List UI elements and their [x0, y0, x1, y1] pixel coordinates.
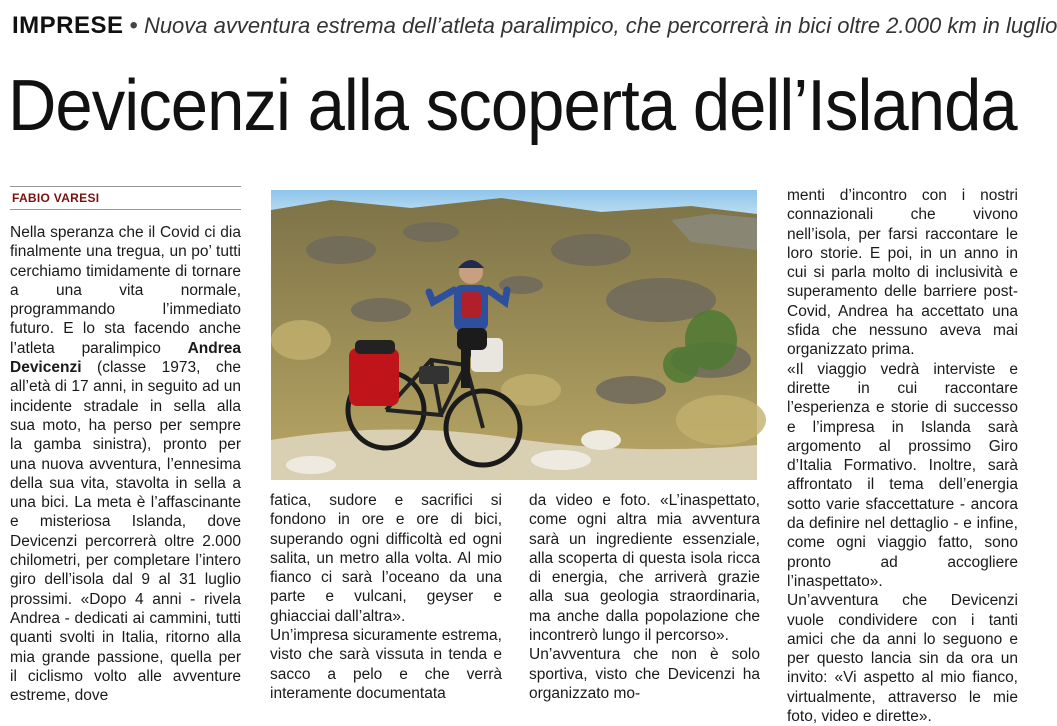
byline: FABIO VARESI	[12, 191, 100, 205]
article-column-4	[787, 186, 1018, 726]
byline-box	[10, 186, 241, 210]
kicker-separator: •	[129, 12, 138, 39]
col1-text-a: Nella speranza che il Covid ci dia finalmente una tregua, un po’ tutti cerchiamo timidamente di tornare a una vita normale, programmando l’immediato futuro. E lo sta facendo anche l’atleta paralimpico	[10, 224, 241, 357]
col1-text-b: (classe 1973, che all’età di 17 anni, in seguito ad un incidente stradale in sella alla sua moto, ha perso per sempre la gamba sinistra), pronto per una nuova avventura, l’ennesima della sua vita, stavolta in sella a una bici. La meta è l’affascinante e misteriosa Islanda, dove Devicenzi percorrerà oltre 2.000 chilometri, per completare l’intero giro dell’isola dal 9 al 31 luglio prossimi. «Dopo 4 anni - rivela Andrea - dedicati ai cammini, tutti quanti svolti in Italia, ritorno alla mia grande passione, quella per il ciclismo volto alle avventure estreme, dove	[10, 359, 241, 705]
col3-paragraph-2: Un’avventura che non è solo sportiva, visto che Devicenzi ha organizzato mo-	[529, 646, 760, 702]
cyclist-photo-illustration	[271, 190, 757, 480]
article-photo	[271, 190, 757, 480]
headline: Devicenzi alla scoperta dell’Islanda	[8, 66, 1017, 146]
article-column-1	[10, 223, 241, 705]
col2-paragraph-2: Un’impresa sicuramente estrema, visto che sarà vissuta in tenda e sacco a pelo e che verrà interamente documentata	[270, 627, 502, 702]
col2-paragraph-1: fatica, sudore e sacrifici si fondono in ore e ore di bici, superando ogni difficoltà ed ogni salita, un metro alla volta. Al mio fianco ci sarà l’oceano da una parte e vulcani, geyser e ghiacciai dall’altra».	[270, 492, 502, 625]
article-column-2	[270, 491, 502, 702]
col4-paragraph-1: menti d’incontro con i nostri connazionali che vivono nell’isola, per farsi raccontare le loro storie. E poi, in un anno in cui si parla molto di inclusività e superamento delle barriere post-Covid, Andrea ha accettato una sfida che nessuno aveva mai organizzato prima.	[787, 187, 1018, 359]
section-label: IMPRESE	[12, 12, 124, 39]
col3-paragraph-1: da video e foto. «L’inaspettato, come ogni altra mia avventura sarà un ingrediente essenziale, alla scoperta di questa isola ricca di energia, che arriverà grazie alla sua geologia straordinaria, ma anche dalla popolazione che incontrerò lungo il percorso».	[529, 492, 760, 645]
kicker-subtitle: Nuova avventura estrema dell’atleta paralimpico, che percorrerà in bici oltre 2.000 km in luglio	[143, 13, 1057, 38]
col4-paragraph-3: Un’avventura che Devicenzi vuole condividere con i tanti amici che da anni lo seguono e per questo lancia sin da ora un invito: «Vi aspetto al mio fianco, virtualmente, attraverso le mie foto, video e dirette».	[787, 592, 1018, 726]
athlete-name: Andrea Devicenzi	[10, 339, 241, 377]
kicker	[12, 8, 1057, 44]
col4-paragraph-2: «Il viaggio vedrà interviste e dirette in cui raccontare l’esperienza e storie di successo e l’impresa in Islanda sarà argomento al prossimo Giro d’Italia Formativo. Inoltre, sarà affrontato il tema dell’energia sotto varie sfaccettature - ancora da definire nel dettaglio - e infine, come ogni viaggio fatto, sono pronto ad accogliere l’inaspettato».	[787, 360, 1018, 590]
article-column-3	[529, 491, 760, 702]
